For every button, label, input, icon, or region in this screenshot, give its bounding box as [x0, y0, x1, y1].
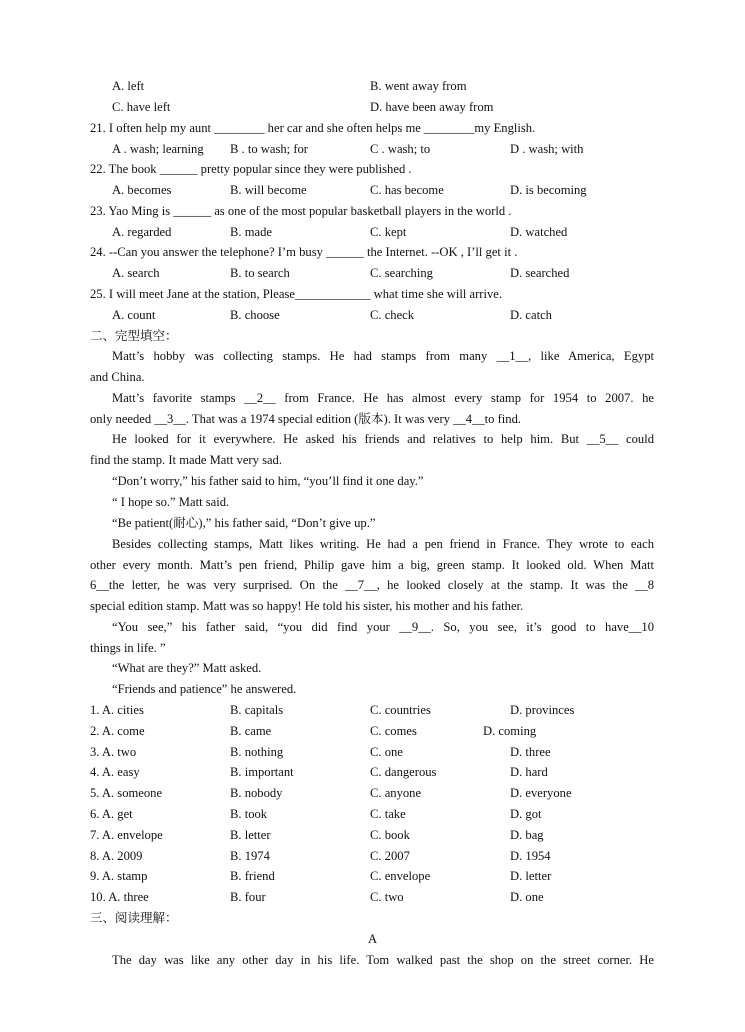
- option: C. searching: [370, 266, 433, 280]
- option: 5. A. someone: [90, 786, 163, 801]
- option: C. dangerous: [370, 765, 437, 780]
- option: 1. A. cities: [90, 703, 144, 717]
- option: D. searched: [510, 266, 570, 280]
- option: B. went away from: [370, 79, 467, 93]
- option: C. comes: [370, 723, 417, 738]
- option: 2. A. come: [90, 723, 145, 738]
- option: D. have been away from: [370, 100, 494, 114]
- passage-line: Matt’s hobby was collecting stamps. He had stamps from many __1__, like America, Egypt: [112, 349, 654, 363]
- passage-line: Besides collecting stamps, Matt likes writing. He had a pen friend in France. They wrote to each: [112, 537, 654, 551]
- option: C. countries: [370, 703, 431, 717]
- option: D. three: [510, 744, 551, 759]
- option: A. becomes: [112, 183, 172, 197]
- option: B. came: [230, 723, 272, 738]
- option: C. anyone: [370, 786, 422, 801]
- option: C . wash; to: [370, 142, 431, 156]
- passage-line: 6__the letter, he was very surprised. On the __7__, he looked closely at the stamp. It was the __8: [90, 578, 654, 592]
- option: C. has become: [370, 183, 444, 197]
- option: B. to search: [230, 266, 290, 280]
- option: B. choose: [230, 308, 280, 322]
- option: B. took: [230, 807, 268, 821]
- option: C. two: [370, 890, 404, 905]
- option: C. have left: [112, 100, 171, 114]
- option: D. 1954: [510, 848, 551, 863]
- option: 9. A. stamp: [90, 869, 148, 884]
- option: B. nobody: [230, 786, 283, 801]
- option: D . wash; with: [510, 142, 584, 156]
- option: C. 2007: [370, 848, 410, 863]
- passage-line: Matt’s favorite stamps __2__ from France. He has almost every stamp for 1954 to 2007. he: [112, 391, 654, 405]
- passage-label: A: [367, 932, 378, 946]
- option: C. kept: [370, 225, 407, 239]
- option: A. search: [112, 266, 160, 280]
- option: A. count: [112, 308, 156, 322]
- passage-line: other every month. Matt’s pen friend, Philip gave him a big, green stamp. It looked old. When Matt: [90, 558, 654, 572]
- option: D. bag: [510, 827, 544, 842]
- option: A. regarded: [112, 225, 172, 239]
- option: 8. A. 2009: [90, 848, 143, 863]
- option: D. got: [510, 807, 542, 821]
- option: D. one: [510, 890, 544, 905]
- option: D. provinces: [510, 703, 575, 717]
- option: D. letter: [510, 869, 552, 884]
- option: 4. A. easy: [90, 765, 140, 780]
- option: C. take: [370, 807, 406, 821]
- option: A. left: [112, 79, 145, 93]
- option: C. book: [370, 827, 410, 842]
- option: A . wash; learning: [112, 142, 204, 156]
- option: B. friend: [230, 869, 275, 884]
- option: C. envelope: [370, 869, 431, 884]
- option: D. coming: [483, 723, 537, 738]
- option: 6. A. get: [90, 807, 133, 821]
- option: B. made: [230, 225, 272, 239]
- option: B. 1974: [230, 848, 270, 863]
- passage-line: The day was like any other day in his life. Tom walked past the shop on the street corner. He: [112, 953, 654, 967]
- option: D. hard: [510, 765, 548, 780]
- option: B. letter: [230, 827, 271, 842]
- option: C. one: [370, 744, 403, 759]
- option: D. watched: [510, 225, 568, 239]
- passage-line: “You see,” his father said, “you did find your __9__. So, you see, it’s good to have__10: [112, 620, 654, 634]
- option: C. check: [370, 308, 415, 322]
- option: B. nothing: [230, 744, 284, 759]
- option: 10. A. three: [90, 890, 149, 905]
- option: B . to wash; for: [230, 142, 309, 156]
- option: B. capitals: [230, 703, 284, 717]
- option: D. everyone: [510, 786, 572, 801]
- option: 3. A. two: [90, 744, 137, 759]
- option: 7. A. envelope: [90, 827, 163, 842]
- option: B. will become: [230, 183, 307, 197]
- option: B. four: [230, 890, 266, 905]
- passage-line: He looked for it everywhere. He asked his friends and relatives to help him. But __5__ could: [112, 432, 654, 446]
- option: D. catch: [510, 308, 552, 322]
- option: B. important: [230, 765, 294, 780]
- option: D. is becoming: [510, 183, 587, 197]
